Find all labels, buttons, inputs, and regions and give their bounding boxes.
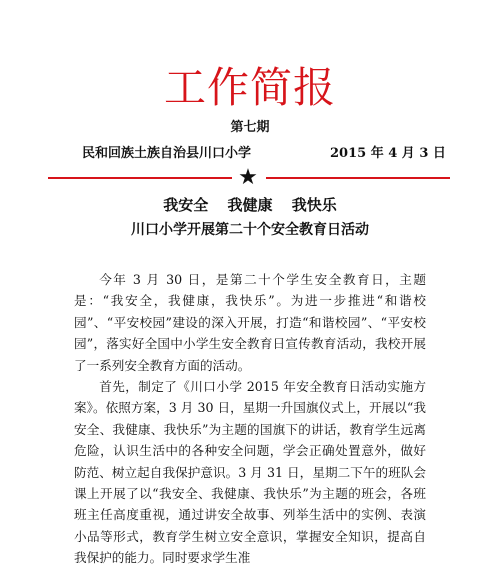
slogan-healthy: 我健康 — [227, 196, 273, 214]
red-divider-left — [48, 177, 232, 179]
slogan-happy: 我快乐 — [291, 196, 337, 214]
masthead-title: 工作简报 — [163, 63, 336, 112]
red-divider-right — [266, 177, 450, 179]
article-paragraph: 首先，制定了《川口小学 2015 年安全教育日活动实施方案》。依照方案，3 月 30 日，星期一升国旗仪式上，开展以“我安全、我健康、我快乐”为主题的国旗下的讲话，教育学生远离危险，认识生活中的各种安全问题，学会正确处置意外，做好防范、树立起自我保护意识。3 月 31 日，星期二下午的班队会课上开展了以“我安全、我健康、我快乐”为主题的班会，各班班主任高度重视，通过讲安全故事、列举生活中的实例、表演小品等形式，教育学生树立安全意识，掌握安全知识，提高自我保护的能力。同时要求学生准 — [74, 379, 426, 566]
publisher-name: 民和回族土族自治县川口小学 — [82, 146, 252, 161]
issue-number: 第七期 — [230, 120, 270, 135]
slogan-line — [0, 195, 500, 215]
article-body — [74, 269, 426, 566]
slogan-safe: 我安全 — [163, 196, 209, 214]
article-paragraph: 今年 3 月 30 日，是第二十个学生安全教育日，主题是：“我安全，我健康，我快乐”。为进一步推进“和谐校园”、“平安校园”建设的深入开展，打造“和谐校园”、“平安校园”，落实好全国中小学生安全教育日宣传教育活动，我校开展了一系列安全教育方面的活动。 — [74, 272, 426, 373]
article-headline: 川口小学开展第二十个安全教育日活动 — [131, 222, 369, 238]
star-icon: ★ — [238, 165, 258, 190]
publication-date: 2015 年 4 月 3 日 — [330, 146, 446, 161]
